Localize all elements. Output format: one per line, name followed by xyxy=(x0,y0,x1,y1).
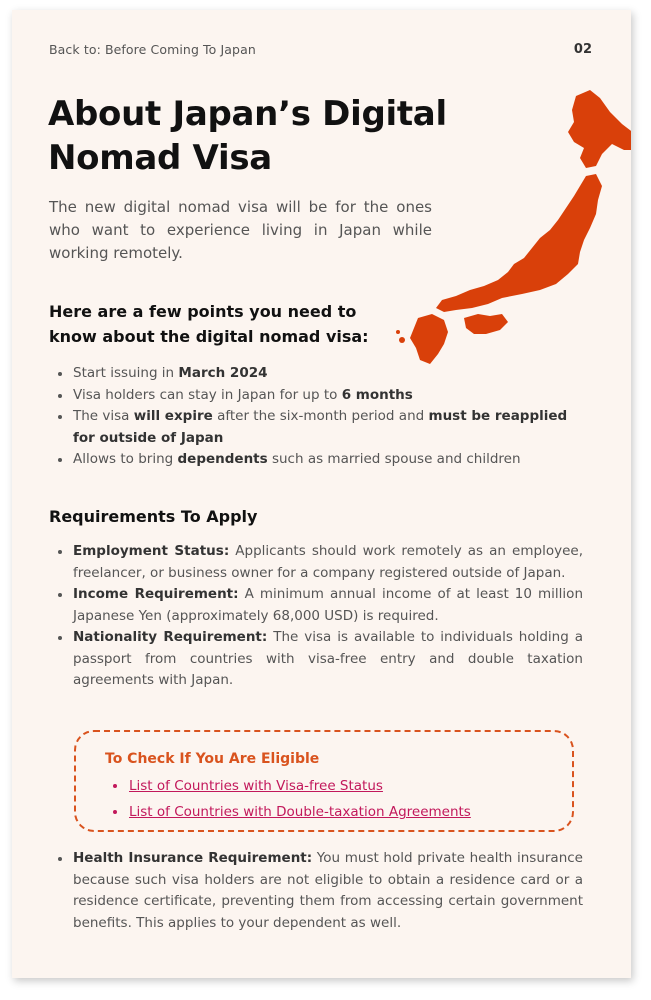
page-title: About Japan’s Digital Nomad Visa xyxy=(48,94,447,178)
list-item: Income Requirement: A minimum annual income of at least 10 million Japanese Yen (approximately 68,000 USD) is required. xyxy=(50,584,583,627)
island-shape xyxy=(396,330,400,334)
page-number: 02 xyxy=(573,42,592,57)
island-shape xyxy=(424,326,428,330)
list-item xyxy=(105,773,545,799)
island-shape xyxy=(399,337,405,343)
eligibility-links xyxy=(105,773,545,825)
list-item: Visa holders can stay in Japan for up to 6 months xyxy=(50,385,583,407)
list-item: Nationality Requirement: The visa is available to individuals holding a passport from countries with visa-free entry and double taxation agreements with Japan. xyxy=(50,627,583,692)
eligibility-title: To Check If You Are Eligible xyxy=(105,751,320,767)
list-item: Employment Status: Applicants should work remotely as an employee, freelancer, or business owner for a company registered outside of Japan. xyxy=(50,541,583,584)
back-link[interactable]: Back to: Before Coming To Japan xyxy=(49,42,256,57)
honshu-shape xyxy=(436,174,602,312)
requirements-list xyxy=(50,541,583,692)
document-page xyxy=(12,10,631,978)
points-heading: Here are a few points you need to know about the digital nomad visa: xyxy=(49,302,369,346)
eligibility-box xyxy=(74,730,574,832)
list-item: Start issuing in March 2024 xyxy=(50,363,583,385)
list-item: The visa will expire after the six-month period and must be reapplied for outside of Japan xyxy=(50,406,583,449)
list-item: Allows to bring dependents such as married spouse and children xyxy=(50,449,583,471)
shikoku-shape xyxy=(464,314,508,334)
kyushu-shape xyxy=(410,314,448,364)
points-list xyxy=(50,363,583,471)
list-item xyxy=(105,799,545,825)
double-taxation-countries-link[interactable]: List of Countries with Double-taxation Agreements xyxy=(129,804,471,820)
intro-paragraph: The new digital nomad visa will be for the ones who want to experience living in Japan while working remotely. xyxy=(49,198,432,262)
requirements-heading: Requirements To Apply xyxy=(49,507,258,526)
requirements-list-continued xyxy=(50,848,583,934)
visa-free-countries-link[interactable]: List of Countries with Visa-free Status xyxy=(129,778,383,794)
hokkaido-shape xyxy=(568,90,631,168)
list-item: Health Insurance Requirement: You must hold private health insurance because such visa holders are not eligible to obtain a residence card or a residence certificate, preventing them from accessing certain government benefits. This applies to your dependent as well. xyxy=(50,848,583,934)
